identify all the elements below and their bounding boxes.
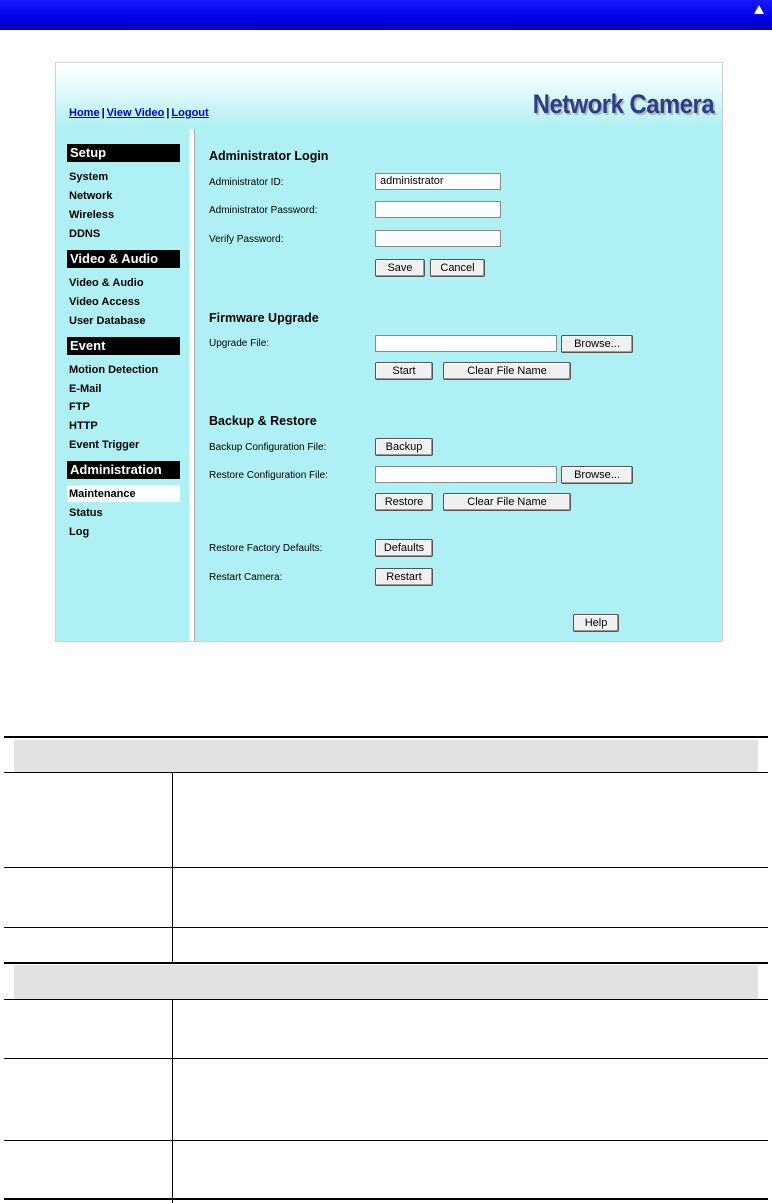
start-button[interactable]: Start	[375, 362, 433, 380]
sidebar-item-user-database[interactable]: User Database	[69, 315, 146, 327]
sidebar-section-setup: Setup	[67, 144, 180, 162]
sidebar-item-maintenance[interactable]: Maintenance	[69, 488, 136, 500]
firmware-browse-button[interactable]: Browse...	[561, 335, 633, 353]
top-nav	[69, 107, 209, 119]
sidebar-item-status[interactable]: Status	[69, 507, 103, 519]
restore-clear-file-button[interactable]: Clear File Name	[443, 493, 571, 511]
table-column-divider	[172, 1000, 173, 1203]
cancel-button[interactable]: Cancel	[430, 259, 485, 277]
table-row-border	[4, 867, 768, 868]
restart-camera-label: Restart Camera:	[209, 572, 283, 583]
firmware-upgrade-title: Firmware Upgrade	[209, 311, 319, 325]
main-content	[194, 129, 721, 641]
sidebar-item-system[interactable]: System	[69, 171, 109, 183]
logout-link[interactable]: Logout	[171, 107, 209, 119]
sidebar	[58, 131, 189, 639]
firmware-clear-file-button[interactable]: Clear File Name	[443, 362, 571, 380]
sidebar-item-motion-detection[interactable]: Motion Detection	[69, 364, 159, 376]
save-button[interactable]: Save	[375, 259, 425, 277]
help-button[interactable]: Help	[573, 614, 619, 632]
sidebar-item-wireless[interactable]: Wireless	[69, 209, 115, 221]
backup-button[interactable]: Backup	[375, 438, 433, 456]
upgrade-file-field[interactable]	[375, 335, 557, 352]
sidebar-section-administration: Administration	[67, 461, 180, 479]
admin-password-label: Administrator Password:	[209, 205, 318, 216]
table-column-divider	[172, 773, 173, 963]
restore-browse-button[interactable]: Browse...	[561, 466, 633, 484]
defaults-button[interactable]: Defaults	[375, 539, 433, 557]
restore-config-label: Restore Configuration File:	[209, 470, 328, 481]
admin-id-field[interactable]: administrator	[375, 173, 501, 190]
table-row-border	[4, 962, 768, 964]
sidebar-item-http[interactable]: HTTP	[69, 420, 98, 432]
verify-password-label: Verify Password:	[209, 234, 284, 245]
sidebar-item-event-trigger[interactable]: Event Trigger	[69, 439, 140, 451]
table-row-border	[4, 1058, 768, 1059]
sidebar-item-log[interactable]: Log	[69, 526, 90, 538]
sidebar-item-ddns[interactable]: DDNS	[69, 228, 101, 240]
sidebar-item-email[interactable]: E-Mail	[69, 383, 102, 395]
restart-button[interactable]: Restart	[375, 568, 433, 586]
restore-file-field[interactable]	[375, 466, 557, 483]
restore-button[interactable]: Restore	[375, 493, 433, 511]
table-top-border	[4, 736, 768, 738]
table-section-header	[4, 740, 768, 772]
sidebar-section-event: Event	[67, 337, 180, 355]
factory-defaults-label: Restore Factory Defaults:	[209, 543, 323, 554]
table-row-border	[4, 1140, 768, 1141]
admin-password-field[interactable]	[375, 201, 501, 218]
table-row-border	[4, 772, 768, 773]
home-link[interactable]: Home	[69, 107, 100, 119]
admin-id-label: Administrator ID:	[209, 177, 284, 188]
view-video-link[interactable]: View Video	[106, 107, 165, 119]
admin-login-title: Administrator Login	[209, 149, 329, 163]
table-section-header	[4, 965, 768, 999]
sidebar-item-ftp[interactable]: FTP	[69, 401, 90, 413]
nav-separator: |	[101, 107, 105, 119]
nav-separator: |	[166, 107, 170, 119]
upgrade-file-label: Upgrade File:	[209, 338, 270, 349]
table-bottom-border	[4, 1198, 768, 1200]
table-row-border	[4, 927, 768, 928]
sidebar-section-video-audio: Video & Audio	[67, 250, 180, 268]
verify-password-field[interactable]	[375, 230, 501, 247]
sidebar-item-video-access[interactable]: Video Access	[69, 296, 140, 308]
brand-logo: Network Camera	[532, 89, 714, 119]
backup-config-label: Backup Configuration File:	[209, 442, 327, 453]
sidebar-item-network[interactable]: Network	[69, 190, 113, 202]
page-header	[56, 63, 722, 129]
top-banner	[0, 0, 772, 30]
sidebar-item-video-audio[interactable]: Video & Audio	[69, 277, 144, 289]
camera-admin-screenshot	[55, 62, 723, 642]
table-row-border	[4, 999, 768, 1000]
backup-restore-title: Backup & Restore	[209, 414, 317, 428]
